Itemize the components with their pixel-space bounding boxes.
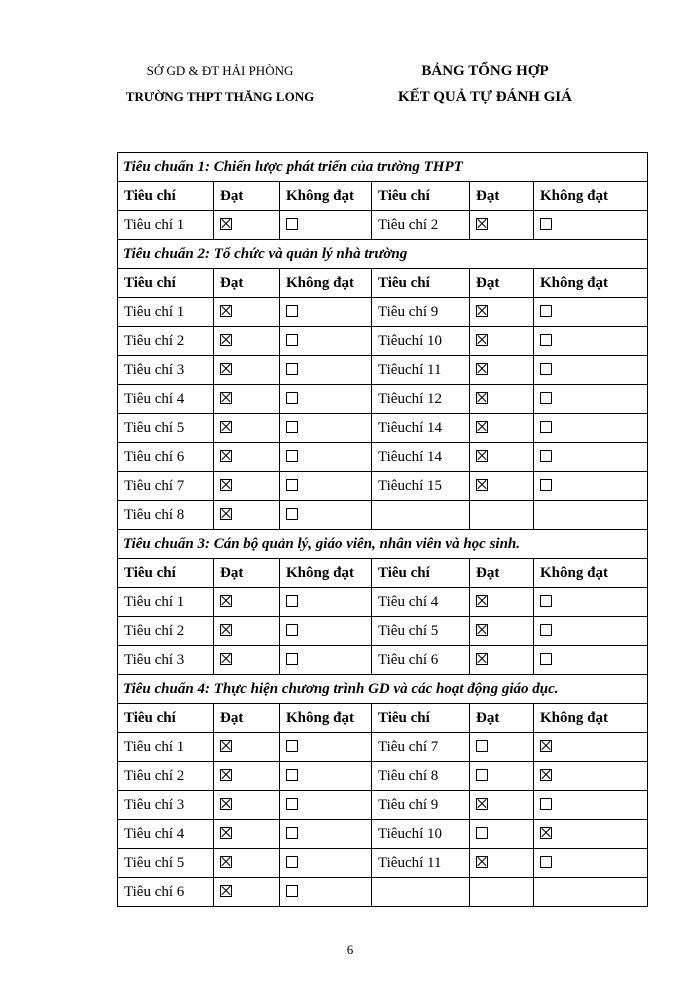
- section-title-row: [118, 530, 648, 559]
- criterion-label: Tiêuchí 11: [372, 849, 470, 878]
- column-header: Tiêu chí: [372, 704, 470, 733]
- criterion-row: [118, 791, 648, 820]
- criterion-row: [118, 385, 648, 414]
- checked-box-icon[interactable]: [476, 450, 488, 462]
- checkbox-cell: [470, 443, 534, 472]
- checked-box-icon[interactable]: [540, 827, 552, 839]
- checkbox-cell: [534, 414, 648, 443]
- checkbox-cell: [470, 878, 534, 907]
- header-left: [100, 64, 340, 103]
- department-name: SỞ GD & ĐT HẢI PHÒNG: [146, 63, 294, 78]
- checkbox-cell: [470, 791, 534, 820]
- checkbox-cell: [214, 327, 280, 356]
- criterion-label: Tiêu chí 5: [372, 617, 470, 646]
- empty-box-icon[interactable]: [540, 595, 552, 607]
- column-header: Không đạt: [534, 704, 648, 733]
- empty-box-icon[interactable]: [286, 508, 298, 520]
- criterion-row: [118, 356, 648, 385]
- criterion-label: Tiêu chí 3: [118, 646, 214, 675]
- checked-box-icon[interactable]: [476, 595, 488, 607]
- column-header-row: [118, 559, 648, 588]
- column-header: Đạt: [214, 269, 280, 298]
- checkbox-cell: [470, 501, 534, 530]
- checkbox-cell: [534, 298, 648, 327]
- criterion-label: Tiêuchí 14: [372, 414, 470, 443]
- section-title: Tiêu chuẩn 4: Thực hiện chương trình GD và các hoạt động giáo dục.: [118, 675, 648, 704]
- checkbox-cell: [214, 414, 280, 443]
- checkbox-cell: [470, 298, 534, 327]
- checkbox-cell: [214, 733, 280, 762]
- criterion-label: Tiêuchí 14: [372, 443, 470, 472]
- checkbox-cell: [470, 820, 534, 849]
- evaluation-table: [117, 152, 648, 907]
- checked-box-icon[interactable]: [220, 479, 232, 491]
- column-header: Không đạt: [280, 182, 372, 211]
- criterion-label: Tiêu chí 6: [372, 646, 470, 675]
- checkbox-cell: [470, 414, 534, 443]
- criterion-label: Tiêu chí 6: [118, 443, 214, 472]
- checkbox-cell: [470, 849, 534, 878]
- checkbox-cell: [280, 356, 372, 385]
- column-header: Không đạt: [534, 559, 648, 588]
- empty-box-icon[interactable]: [540, 421, 552, 433]
- criterion-row: [118, 878, 648, 907]
- checkbox-cell: [214, 762, 280, 791]
- checkbox-cell: [280, 385, 372, 414]
- criterion-label: Tiêuchí 15: [372, 472, 470, 501]
- checked-box-icon[interactable]: [220, 392, 232, 404]
- empty-box-icon[interactable]: [286, 653, 298, 665]
- column-header: Không đạt: [280, 704, 372, 733]
- empty-box-icon[interactable]: [540, 363, 552, 375]
- checked-box-icon[interactable]: [220, 334, 232, 346]
- checkbox-cell: [534, 588, 648, 617]
- column-header: Không đạt: [534, 269, 648, 298]
- empty-box-icon[interactable]: [476, 740, 488, 752]
- checked-box-icon[interactable]: [220, 363, 232, 375]
- empty-box-icon[interactable]: [286, 363, 298, 375]
- checkbox-cell: [280, 327, 372, 356]
- section-title: Tiêu chuẩn 2: Tổ chức và quản lý nhà trường: [118, 240, 648, 269]
- checked-box-icon[interactable]: [220, 740, 232, 752]
- checkbox-cell: [214, 211, 280, 240]
- criterion-label: Tiêu chí 7: [372, 733, 470, 762]
- checkbox-cell: [534, 791, 648, 820]
- criterion-label: Tiêu chí 5: [118, 849, 214, 878]
- criterion-row: [118, 733, 648, 762]
- empty-box-icon[interactable]: [540, 334, 552, 346]
- criterion-label: Tiêu chí 1: [118, 298, 214, 327]
- checkbox-cell: [470, 385, 534, 414]
- column-header: Đạt: [470, 559, 534, 588]
- checkbox-cell: [470, 356, 534, 385]
- column-header: Không đạt: [280, 269, 372, 298]
- checkbox-cell: [470, 617, 534, 646]
- criterion-row: [118, 211, 648, 240]
- checked-box-icon[interactable]: [476, 363, 488, 375]
- checkbox-cell: [280, 820, 372, 849]
- empty-box-icon[interactable]: [540, 624, 552, 636]
- checkbox-cell: [214, 298, 280, 327]
- checkbox-cell: [534, 878, 648, 907]
- criterion-label: [372, 878, 470, 907]
- empty-box-icon[interactable]: [540, 856, 552, 868]
- checkbox-cell: [214, 646, 280, 675]
- criterion-label: Tiêu chí 5: [118, 414, 214, 443]
- empty-box-icon[interactable]: [286, 595, 298, 607]
- checked-box-icon[interactable]: [220, 885, 232, 897]
- section-title-row: [118, 675, 648, 704]
- checked-box-icon[interactable]: [476, 653, 488, 665]
- criterion-row: [118, 646, 648, 675]
- checked-box-icon[interactable]: [476, 334, 488, 346]
- criterion-label: Tiêu chí 8: [118, 501, 214, 530]
- column-header: Không đạt: [534, 182, 648, 211]
- empty-box-icon[interactable]: [540, 218, 552, 230]
- empty-box-icon[interactable]: [286, 421, 298, 433]
- checkbox-cell: [470, 762, 534, 791]
- criterion-label: [372, 501, 470, 530]
- criterion-label: Tiêu chí 4: [372, 588, 470, 617]
- criterion-label: Tiêu chí 6: [118, 878, 214, 907]
- criterion-label: Tiêu chí 2: [118, 617, 214, 646]
- criterion-label: Tiêu chí 2: [118, 762, 214, 791]
- empty-box-icon[interactable]: [540, 479, 552, 491]
- checkbox-cell: [214, 588, 280, 617]
- checkbox-cell: [534, 501, 648, 530]
- column-header: Tiêu chí: [372, 559, 470, 588]
- criterion-row: [118, 472, 648, 501]
- checkbox-cell: [214, 878, 280, 907]
- checkbox-cell: [534, 327, 648, 356]
- empty-box-icon[interactable]: [286, 769, 298, 781]
- checkbox-cell: [534, 820, 648, 849]
- empty-box-icon[interactable]: [286, 885, 298, 897]
- checked-box-icon[interactable]: [476, 218, 488, 230]
- column-header: Tiêu chí: [372, 182, 470, 211]
- empty-box-icon[interactable]: [286, 305, 298, 317]
- checkbox-cell: [214, 791, 280, 820]
- criterion-label: Tiêu chí 1: [118, 588, 214, 617]
- checkbox-cell: [470, 646, 534, 675]
- checked-box-icon[interactable]: [476, 421, 488, 433]
- checkbox-cell: [280, 211, 372, 240]
- criterion-label: Tiêuchí 10: [372, 327, 470, 356]
- empty-box-icon[interactable]: [540, 305, 552, 317]
- checkbox-cell: [280, 791, 372, 820]
- checkbox-cell: [534, 472, 648, 501]
- empty-box-icon[interactable]: [540, 450, 552, 462]
- column-header: Tiêu chí: [118, 704, 214, 733]
- checkbox-cell: [534, 356, 648, 385]
- checked-box-icon[interactable]: [476, 856, 488, 868]
- page-number: 6: [346, 942, 354, 957]
- checkbox-cell: [214, 820, 280, 849]
- checked-box-icon[interactable]: [476, 798, 488, 810]
- school-name: TRƯỜNG THPT THĂNG LONG: [125, 89, 315, 104]
- checkbox-cell: [280, 472, 372, 501]
- criterion-row: [118, 414, 648, 443]
- empty-box-icon[interactable]: [540, 798, 552, 810]
- checkbox-cell: [214, 385, 280, 414]
- checkbox-cell: [280, 762, 372, 791]
- checkbox-cell: [280, 501, 372, 530]
- criterion-label: Tiêu chí 9: [372, 298, 470, 327]
- column-header: Đạt: [470, 704, 534, 733]
- checked-box-icon[interactable]: [220, 653, 232, 665]
- criterion-label: Tiêu chí 7: [118, 472, 214, 501]
- empty-box-icon[interactable]: [286, 392, 298, 404]
- empty-box-icon[interactable]: [476, 827, 488, 839]
- criterion-row: [118, 617, 648, 646]
- checkbox-cell: [214, 849, 280, 878]
- criterion-label: Tiêu chí 1: [118, 733, 214, 762]
- criterion-row: [118, 820, 648, 849]
- empty-box-icon[interactable]: [286, 827, 298, 839]
- column-header: Đạt: [214, 182, 280, 211]
- section-title-row: [118, 240, 648, 269]
- checkbox-cell: [280, 588, 372, 617]
- criterion-row: [118, 443, 648, 472]
- checked-box-icon[interactable]: [220, 305, 232, 317]
- empty-box-icon[interactable]: [286, 740, 298, 752]
- column-header: Đạt: [214, 704, 280, 733]
- criterion-label: Tiêu chí 2: [372, 211, 470, 240]
- checkbox-cell: [534, 762, 648, 791]
- checkbox-cell: [280, 878, 372, 907]
- checkbox-cell: [280, 443, 372, 472]
- criterion-row: [118, 762, 648, 791]
- checkbox-cell: [534, 733, 648, 762]
- checkbox-cell: [470, 733, 534, 762]
- checked-box-icon[interactable]: [476, 479, 488, 491]
- criterion-label: Tiêuchí 10: [372, 820, 470, 849]
- checkbox-cell: [470, 472, 534, 501]
- checked-box-icon[interactable]: [220, 450, 232, 462]
- document-subtitle: KẾT QUẢ TỰ ĐÁNH GIÁ: [398, 89, 572, 105]
- checkbox-cell: [280, 617, 372, 646]
- criterion-row: [118, 501, 648, 530]
- checkbox-cell: [214, 443, 280, 472]
- column-header-row: [118, 704, 648, 733]
- column-header: Đạt: [214, 559, 280, 588]
- criterion-row: [118, 327, 648, 356]
- checked-box-icon[interactable]: [220, 827, 232, 839]
- checkbox-cell: [534, 849, 648, 878]
- checked-box-icon[interactable]: [220, 595, 232, 607]
- checkbox-cell: [214, 472, 280, 501]
- document-title: BẢNG TỔNG HỢP: [421, 63, 549, 79]
- empty-box-icon[interactable]: [286, 479, 298, 491]
- section-title-row: [118, 153, 648, 182]
- column-header: Đạt: [470, 269, 534, 298]
- criterion-label: Tiêu chí 2: [118, 327, 214, 356]
- checkbox-cell: [534, 617, 648, 646]
- checkbox-cell: [280, 298, 372, 327]
- column-header: Tiêu chí: [372, 269, 470, 298]
- empty-box-icon[interactable]: [286, 856, 298, 868]
- section-title: Tiêu chuẩn 3: Cán bộ quản lý, giáo viên, nhân viên và học sinh.: [118, 530, 648, 559]
- empty-box-icon[interactable]: [286, 218, 298, 230]
- empty-box-icon[interactable]: [540, 653, 552, 665]
- checkbox-cell: [534, 443, 648, 472]
- checked-box-icon[interactable]: [220, 769, 232, 781]
- checked-box-icon[interactable]: [476, 305, 488, 317]
- checkbox-cell: [280, 414, 372, 443]
- checkbox-cell: [470, 327, 534, 356]
- checkbox-cell: [534, 211, 648, 240]
- criterion-row: [118, 588, 648, 617]
- empty-box-icon[interactable]: [476, 769, 488, 781]
- criterion-label: Tiêu chí 3: [118, 356, 214, 385]
- checkbox-cell: [534, 385, 648, 414]
- empty-box-icon[interactable]: [286, 450, 298, 462]
- criterion-row: [118, 849, 648, 878]
- column-header: Tiêu chí: [118, 559, 214, 588]
- column-header-row: [118, 269, 648, 298]
- empty-box-icon[interactable]: [286, 334, 298, 346]
- empty-box-icon[interactable]: [286, 624, 298, 636]
- empty-box-icon[interactable]: [286, 798, 298, 810]
- criterion-label: Tiêuchí 11: [372, 356, 470, 385]
- criterion-label: Tiêu chí 8: [372, 762, 470, 791]
- section-title: Tiêu chuẩn 1: Chiến lược phát triển của trường THPT: [118, 153, 648, 182]
- checked-box-icon[interactable]: [540, 740, 552, 752]
- column-header: Không đạt: [280, 559, 372, 588]
- criterion-label: Tiêu chí 4: [118, 385, 214, 414]
- checkbox-cell: [214, 617, 280, 646]
- criterion-label: Tiêu chí 1: [118, 211, 214, 240]
- column-header: Đạt: [470, 182, 534, 211]
- checkbox-cell: [280, 849, 372, 878]
- criterion-label: Tiêu chí 3: [118, 791, 214, 820]
- criterion-row: [118, 298, 648, 327]
- checkbox-cell: [470, 211, 534, 240]
- checked-box-icon[interactable]: [476, 392, 488, 404]
- checked-box-icon[interactable]: [220, 624, 232, 636]
- checked-box-icon[interactable]: [220, 218, 232, 230]
- checkbox-cell: [214, 356, 280, 385]
- header-right: [380, 64, 590, 105]
- checkbox-cell: [214, 501, 280, 530]
- checked-box-icon[interactable]: [220, 508, 232, 520]
- criterion-label: Tiêu chí 9: [372, 791, 470, 820]
- empty-box-icon[interactable]: [540, 392, 552, 404]
- criterion-label: Tiêu chí 4: [118, 820, 214, 849]
- checkbox-cell: [470, 588, 534, 617]
- checkbox-cell: [280, 646, 372, 675]
- checked-box-icon[interactable]: [540, 769, 552, 781]
- checkbox-cell: [280, 733, 372, 762]
- checkbox-cell: [534, 646, 648, 675]
- checked-box-icon[interactable]: [476, 624, 488, 636]
- checked-box-icon[interactable]: [220, 798, 232, 810]
- criterion-label: Tiêuchí 12: [372, 385, 470, 414]
- column-header: Tiêu chí: [118, 269, 214, 298]
- column-header: Tiêu chí: [118, 182, 214, 211]
- checked-box-icon[interactable]: [220, 421, 232, 433]
- checked-box-icon[interactable]: [220, 856, 232, 868]
- column-header-row: [118, 182, 648, 211]
